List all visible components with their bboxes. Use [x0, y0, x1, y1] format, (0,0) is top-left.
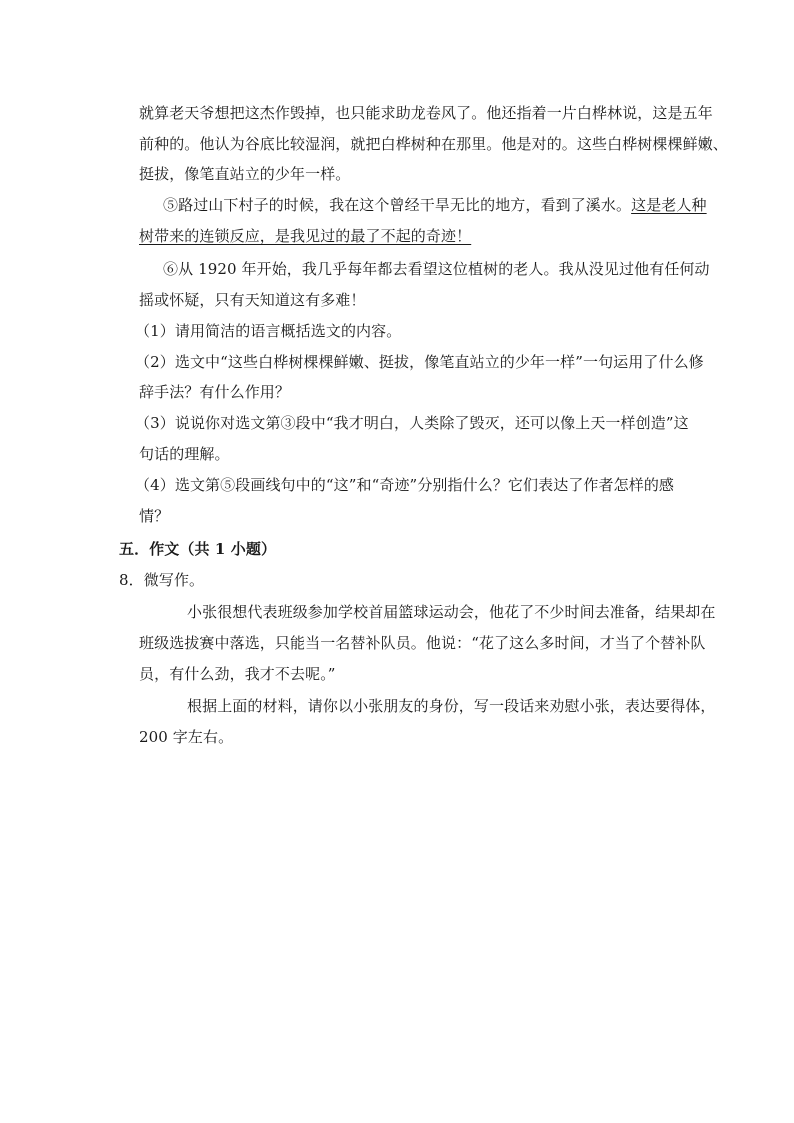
question-4-line-2: 情？ — [139, 507, 170, 525]
instruction-line: 200 字左右。 — [139, 728, 234, 746]
question-3-line-2: 句话的理解。 — [139, 445, 230, 463]
material-line: 小张很想代表班级参加学校首届篮球运动会，他花了不少时间去准备，结果却在 — [187, 603, 716, 621]
paragraph-line: 前种的。他认为谷底比较湿润，就把白桦树种在那里。他是对的。这些白桦树棵棵鲜嫩、 — [139, 135, 728, 153]
paragraph-line: 摇或怀疑，只有天知道这有多难！ — [139, 291, 366, 309]
material-line: 班级选拔赛中落选，只能当一名替补队员。他说：“花了这么多时间，才当了个替补队 — [139, 634, 706, 652]
paragraph-line: 挺拔，像笔直站立的少年一样。 — [139, 165, 351, 183]
underlined-sentence: 这是老人种 — [631, 196, 707, 214]
paragraph-5-line-1 — [163, 195, 707, 215]
paragraph-text: ⑤路过山下村子的时候，我在这个曾经干旱无比的地方，看到了溪水。 — [163, 196, 632, 214]
section-heading: 五．作文（共 1 小题） — [119, 540, 277, 558]
material-line: 员，有什么劲，我才不去呢。” — [139, 665, 336, 683]
paragraph-line: 就算老天爷想把这杰作毁掉，也只能求助龙卷风了。他还指着一片白桦林说，这是五年 — [139, 104, 713, 122]
question-1: （1）请用简洁的语言概括选文的内容。 — [135, 322, 402, 340]
question-2-line-1: （2）选文中“这些白桦树棵棵鲜嫩、挺拔，像笔直站立的少年一样”一句运用了什么修 — [135, 353, 704, 371]
paragraph-line: ⑥从 1920 年开始，我几乎每年都去看望这位植树的老人。我从没见过他有任何动 — [163, 260, 710, 278]
underlined-sentence: 树带来的连锁反应，是我见过的最了不起的奇迹！ — [139, 227, 472, 245]
question-4-line-1: （4）选文第⑤段画线句中的“这”和“奇迹”分别指什么？它们表达了作者怎样的感 — [135, 476, 675, 494]
question-3-line-1: （3）说说你对选文第③段中“我才明白，人类除了毁灭，还可以像上天一样创造”这 — [135, 414, 689, 432]
item-title: 8．微写作。 — [119, 571, 205, 589]
instruction-line: 根据上面的材料，请你以小张朋友的身份，写一段话来劝慰小张，表达要得体， — [187, 697, 716, 715]
question-2-line-2: 辞手法？有什么作用？ — [139, 383, 291, 401]
